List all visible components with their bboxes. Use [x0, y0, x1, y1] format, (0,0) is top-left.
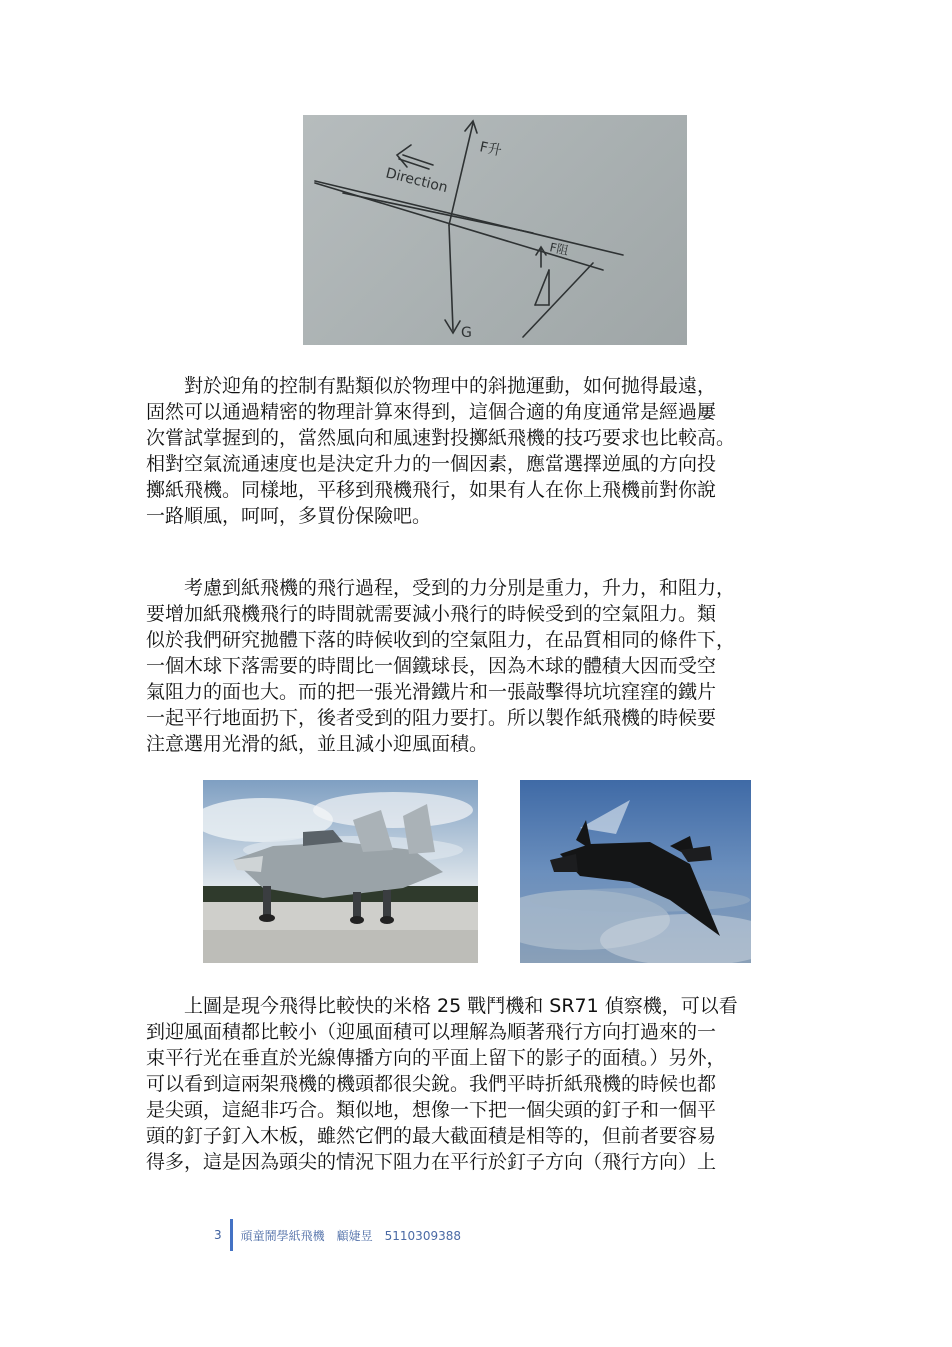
paragraph-line: 一路順風，呵呵，多買份保險吧。	[146, 505, 432, 527]
lift-label: F升	[478, 139, 504, 160]
paragraph-line: 考慮到紙飛機的飛行過程，受到的力分別是重力，升力，和阻力，	[146, 577, 736, 599]
paragraph-line: 一起平行地面扔下，後者受到的阻力要打。所以製作紙飛機的時候要	[146, 707, 717, 729]
paragraph-angle-of-attack	[146, 373, 822, 529]
sr71-photo	[520, 780, 751, 963]
force-diagram-sketch	[303, 115, 687, 345]
paragraph-line: 是尖頭，這絕非巧合。類似地，想像一下把一個尖頭的釘子和一個平	[146, 1099, 717, 1121]
paragraph-line: 得多，這是因為頭尖的情況下阻力在平行於釘子方向（飛行方向）上	[146, 1151, 717, 1173]
paragraph-line: 束平行光在垂直於光線傳播方向的平面上留下的影子的面積。）另外，	[146, 1047, 726, 1069]
mig25-photo	[203, 780, 478, 963]
gravity-arrow	[449, 225, 453, 330]
paragraph-line: 對於迎角的控制有點類似於物理中的斜拋運動，如何拋得最遠，	[146, 375, 717, 397]
force-diagram-drawing	[303, 115, 687, 345]
paragraph-line: 注意選用光滑的紙，並且減小迎風面積。	[146, 733, 489, 755]
lift-arrow	[449, 123, 473, 225]
paragraph-line: 相對空氣流通速度也是決定升力的一個因素，應當選擇逆風的方向投	[146, 453, 717, 475]
paragraph-line: 擲紙飛機。同樣地，平移到飛機飛行，如果有人在你上飛機前對你說	[146, 479, 717, 501]
paragraph-line: 次嘗試掌握到的，當然風向和風速對投擲紙飛機的技巧要求也比較高。	[146, 427, 736, 449]
paragraph-fast-jets	[146, 993, 822, 1175]
direction-label: Direction	[384, 165, 450, 197]
paragraph-line: 似於我們研究拋體下落的時候收到的空氣阻力，在品質相同的條件下，	[146, 629, 736, 651]
paragraph-line: 氣阻力的面也大。而的把一張光滑鐵片和一張敲擊得坑坑窪窪的鐵片	[146, 681, 717, 703]
paragraph-line: 頭的釘子釘入木板，雖然它們的最大截面積是相等的，但前者要容易	[146, 1125, 717, 1147]
page-number: 3	[214, 1228, 222, 1242]
page-footer	[214, 1219, 461, 1251]
direction-arrow	[403, 155, 433, 165]
gravity-label: G	[461, 325, 472, 341]
footer-title: 頑童鬧學紙飛機 顧婕昱 5110309388	[240, 1228, 461, 1243]
drag-label: F阻	[548, 240, 570, 258]
paragraph-air-resistance	[146, 575, 822, 757]
paragraph-line: 上圖是現今飛得比較快的米格 25 戰鬥機和 SR71 偵察機，可以看	[146, 995, 738, 1017]
paragraph-line: 到迎風面積都比較小（迎風面積可以理解為順著飛行方向打過來的一	[146, 1021, 717, 1043]
tail-line	[523, 263, 593, 337]
paragraph-line: 要增加紙飛機飛行的時間就需要減小飛行的時候受到的空氣阻力。類	[146, 603, 717, 625]
paragraph-line: 固然可以通過精密的物理計算來得到，這個合適的角度通常是經過屢	[146, 401, 717, 423]
paragraph-line: 可以看到這兩架飛機的機頭都很尖銳。我們平時折紙飛機的時候也都	[146, 1073, 717, 1095]
footer-divider	[230, 1219, 233, 1251]
paragraph-line: 一個木球下落需要的時間比一個鐵球長，因為木球的體積大因而受空	[146, 655, 717, 677]
wing-line-upper	[315, 181, 623, 255]
